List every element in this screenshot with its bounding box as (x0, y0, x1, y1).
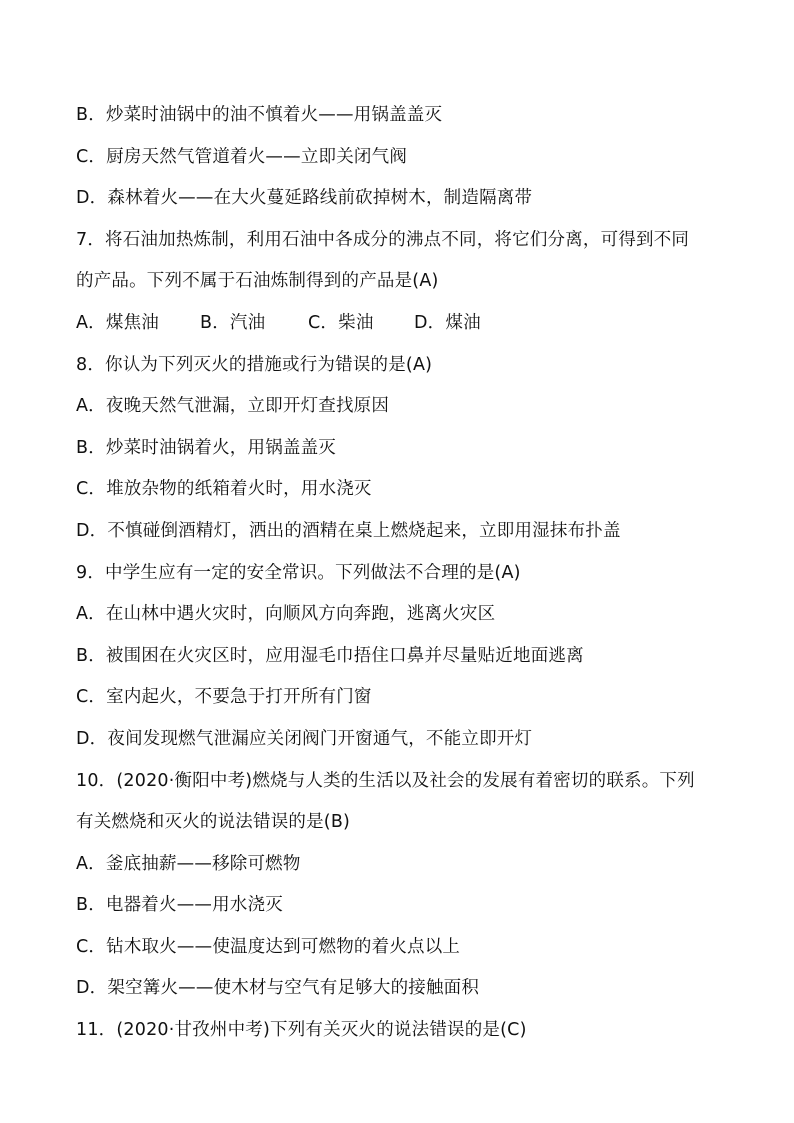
q7-option-a: A．煤焦油 (76, 312, 159, 333)
q8-option-b: B．炒菜时油锅着火，用锅盖盖灭 (76, 437, 337, 458)
document-page (76, 95, 726, 1052)
q9-option-b: B．被围困在火灾区时，应用湿毛巾捂住口鼻并尽量贴近地面逃离 (76, 645, 584, 666)
q7-option-d: D．煤油 (414, 312, 481, 333)
q7-stem-line-1: 7．将石油加热炼制，利用石油中各成分的沸点不同，将它们分离，可得到不同 (76, 229, 690, 250)
q10-stem-line-2: 有关燃烧和灭火的说法错误的是(B) (76, 812, 351, 833)
q10-option-a: A．釜底抽薪——移除可燃物 (76, 853, 301, 874)
q8-option-d: D．不慎碰倒酒精灯，洒出的酒精在桌上燃烧起来，立即用湿抹布扑盖 (76, 520, 621, 541)
q6-option-b: B．炒菜时油锅中的油不慎着火——用锅盖盖灭 (76, 105, 443, 125)
q9-option-d: D．夜间发现燃气泄漏应关闭阀门开窗通气，不能立即开灯 (76, 728, 533, 749)
q6-option-c: C．厨房天然气管道着火——立即关闭气阀 (76, 146, 408, 167)
q8-option-c: C．堆放杂物的纸箱着火时，用水浇灭 (76, 479, 372, 500)
q9-option-c: C．室内起火，不要急于打开所有门窗 (76, 687, 372, 708)
q10-stem-line-1: 10．(2020·衡阳中考)燃烧与人类的生活以及社会的发展有着密切的联系。下列 (76, 770, 695, 791)
q8-option-a: A．夜晚天然气泄漏，立即开灯查找原因 (76, 396, 390, 417)
q10-option-d: D．架空篝火——使木材与空气有足够大的接触面积 (76, 978, 480, 999)
q9-option-a: A．在山林中遇火灾时，向顺风方向奔跑，逃离火灾区 (76, 604, 496, 625)
q10-option-c: C．钻木取火——使温度达到可燃物的着火点以上 (76, 936, 461, 957)
q11-stem: 11．(2020·甘孜州中考)下列有关灭火的说法错误的是(C) (76, 1020, 527, 1041)
q9-stem: 9．中学生应有一定的安全常识。下列做法不合理的是(A) (76, 562, 521, 583)
q10-option-b: B．电器着火——用水浇灭 (76, 895, 283, 916)
q7-option-c: C．柴油 (308, 312, 374, 333)
q7-option-b: B．汽油 (200, 312, 266, 333)
q7-options (76, 303, 726, 345)
q8-stem: 8．你认为下列灭火的措施或行为错误的是(A) (76, 354, 433, 375)
q6-option-d: D．森林着火——在大火蔓延路线前砍掉树木，制造隔离带 (76, 188, 533, 209)
q7-stem-line-2: 的产品。下列不属于石油炼制得到的产品是(A) (76, 271, 439, 292)
